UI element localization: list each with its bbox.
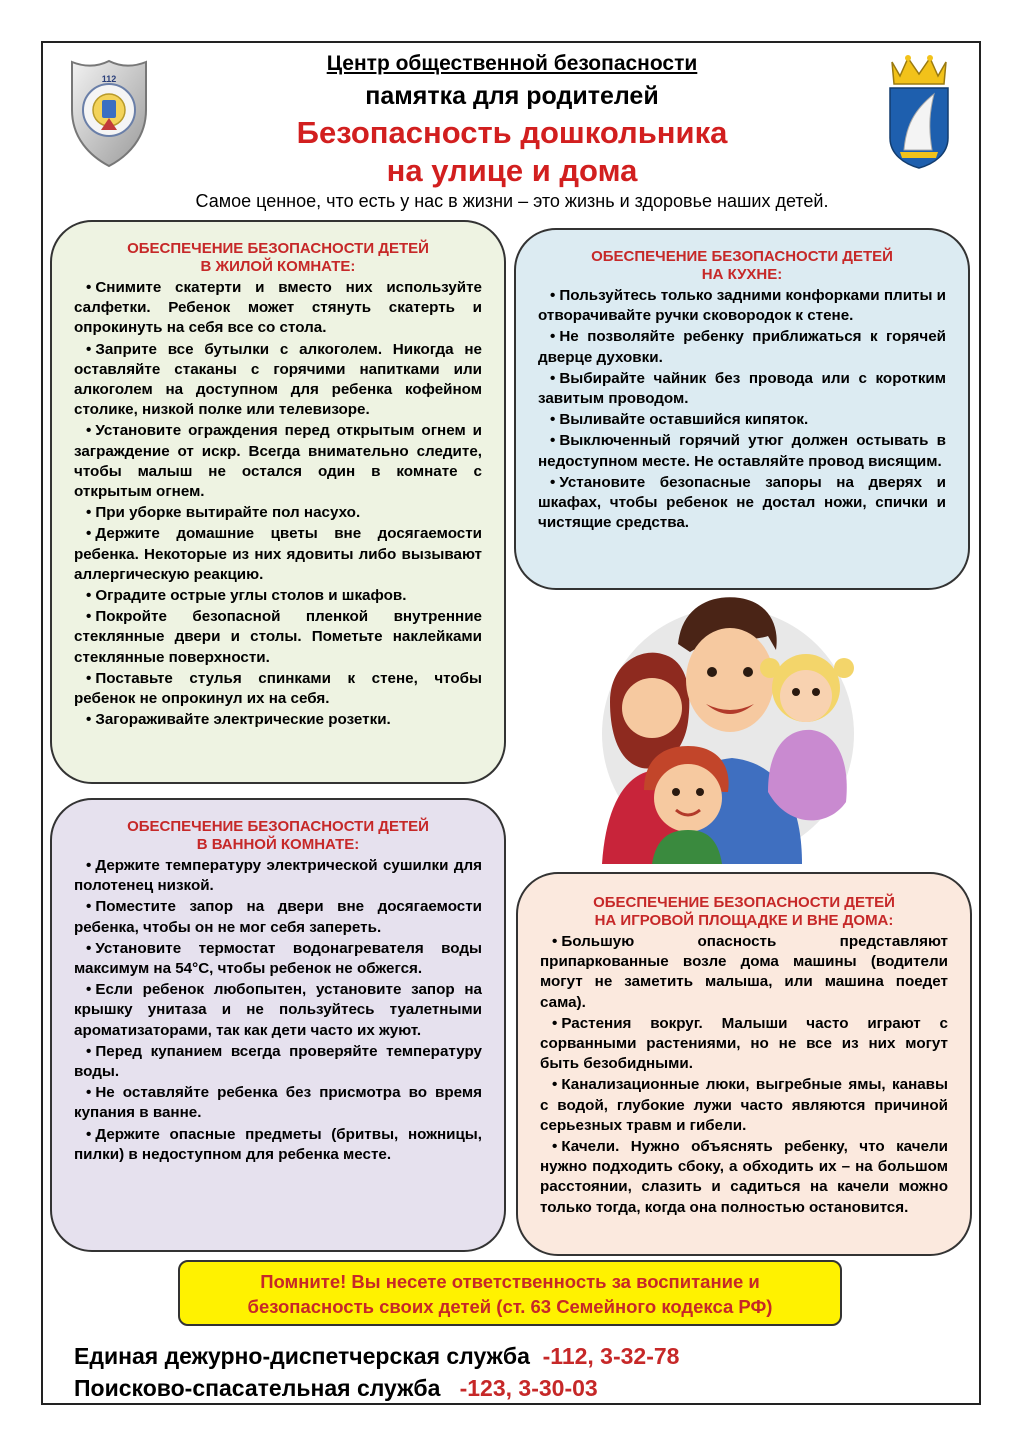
living-room-list — [74, 278, 482, 730]
bathroom-title: ОБЕСПЕЧЕНИЕ БЕЗОПАСНОСТИ ДЕТЕЙ В ВАННОЙ КОМНАТЕ: — [127, 818, 429, 853]
contact-rescue: Поисково-спасательная служба -123, 3-30-03 — [74, 1375, 598, 1401]
list-item: • Установите термостат водонагревателя воды максимум на 54°С, чтобы ребенок не обжегся. — [74, 939, 482, 979]
list-item: • Поставьте стулья спинками к стене, чтобы ребенок не опрокинул их на себя. — [74, 669, 482, 709]
outdoors-title: ОБЕСПЕЧЕНИЕ БЕЗОПАСНОСТИ ДЕТЕЙ НА ИГРОВОЙ ПЛОЩАДКЕ И ВНЕ ДОМА: — [593, 894, 895, 929]
list-item: • Выбирайте чайник без провода или с коротким завитым проводом. — [538, 369, 946, 409]
list-item: • Не оставляйте ребенка без присмотра во время купания в ванне. — [74, 1083, 482, 1123]
list-item: • Не позволяйте ребенку приближаться к горячей дверце духовки. — [538, 327, 946, 367]
family-illustration-icon — [592, 592, 864, 864]
outdoors-section — [516, 872, 972, 1256]
list-item: • Загораживайте электрические розетки. — [74, 710, 482, 730]
organization-name: Центр общественной безопасности — [326, 52, 698, 75]
list-item: • Держите температуру электрической сушилки для полотенец низкой. — [74, 856, 482, 896]
list-item: • Пользуйтесь только задними конфорками плиты и отворачивайте ручки сковородок к стене. — [538, 286, 946, 326]
reminder-banner: Помните! Вы несете ответственность за воспитание и безопасность своих детей (ст. 63 Семейного кодекса РФ) — [178, 1260, 842, 1326]
kitchen-list — [538, 286, 946, 533]
list-item: • Выливайте оставшийся кипяток. — [538, 410, 946, 430]
contact-dispatch: Единая дежурно-диспетчерская служба -112, 3-32-78 — [74, 1343, 680, 1369]
list-item: • Выключенный горячий утюг должен остывать в недоступном месте. Не оставляйте провод висящим. — [538, 431, 946, 471]
kitchen-title: ОБЕСПЕЧЕНИЕ БЕЗОПАСНОСТИ ДЕТЕЙ НА КУХНЕ: — [591, 248, 893, 283]
bathroom-list — [74, 856, 482, 1165]
living-room-title: ОБЕСПЕЧЕНИЕ БЕЗОПАСНОСТИ ДЕТЕЙ В ЖИЛОЙ КОМНАТЕ: — [127, 240, 429, 275]
list-item: • Перед купанием всегда проверяйте температуру воды. — [74, 1042, 482, 1082]
tagline: Самое ценное, что есть у нас в жизни – это жизнь и здоровье наших детей. — [195, 191, 829, 211]
list-item: • Держите опасные предметы (бритвы, ножницы, пилки) в недоступном для ребенка месте. — [74, 1125, 482, 1165]
list-item: • Установите безопасные запоры на дверях и шкафах, чтобы ребенок не достал ножи, спички и чистящие средства. — [538, 473, 946, 534]
contacts — [74, 1340, 679, 1404]
list-item: • Заприте все бутылки с алкоголем. Никогда не оставляйте стаканы с горячими напитками или алкоголем на доступном для ребенка кофейном столике, низкой полке или телевизоре. — [74, 340, 482, 421]
list-item: • Поместите запор на двери вне досягаемости ребенка, чтобы он не мог себя запереть. — [74, 897, 482, 937]
list-item: • Держите домашние цветы вне досягаемости ребенка. Некоторые из них ядовиты либо вызывают аллергическую реакцию. — [74, 524, 482, 585]
list-item: • Качели. Нужно объяснять ребенку, что качели нужно подходить сбоку, а обходить их – на большом расстоянии, слазить и садиться на качели можно только тогда, когда она полностью остановится. — [540, 1137, 948, 1218]
list-item: • Оградите острые углы столов и шкафов. — [74, 586, 482, 606]
list-item: • Покройте безопасной пленкой внутренние стеклянные двери и столы. Пометьте наклейками стеклянные поверхности. — [74, 607, 482, 668]
list-item: • Канализационные люки, выгребные ямы, канавы с водой, глубокие лужи часто являются причиной серьезных травм и гибели. — [540, 1075, 948, 1136]
list-item: • Установите ограждения перед открытым огнем и заграждение от искр. Всегда внимательно следите, чтобы малыш не остался один в комнате с открытым огнем. — [74, 421, 482, 502]
list-item: • При уборке вытирайте пол насухо. — [74, 503, 482, 523]
list-item: • Растения вокруг. Малыши часто играют с сорванными растениями, но не все из них могут быть безобидными. — [540, 1014, 948, 1075]
bathroom-section — [50, 798, 506, 1252]
list-item: • Если ребенок любопытен, установите запор на крышку унитаза и не пользуйтесь туалетными ароматизаторами, так как дети часто их жуют. — [74, 980, 482, 1041]
memo-subtitle: памятка для родителей — [365, 82, 659, 110]
list-item: • Большую опасность представляют припаркованные возле дома машины (водители могут не заметить малыша, или машина поедет сама). — [540, 932, 948, 1013]
shield-number: 112 — [101, 74, 117, 84]
page-title: Безопасность дошкольника на улице и дома — [296, 115, 728, 188]
outdoors-list — [540, 932, 948, 1218]
living-room-section — [50, 220, 506, 784]
list-item: • Снимите скатерти и вместо них используйте салфетки. Ребенок может стянуть скатерть и опрокинуть на себя все со стола. — [74, 278, 482, 339]
kitchen-section — [514, 228, 970, 590]
